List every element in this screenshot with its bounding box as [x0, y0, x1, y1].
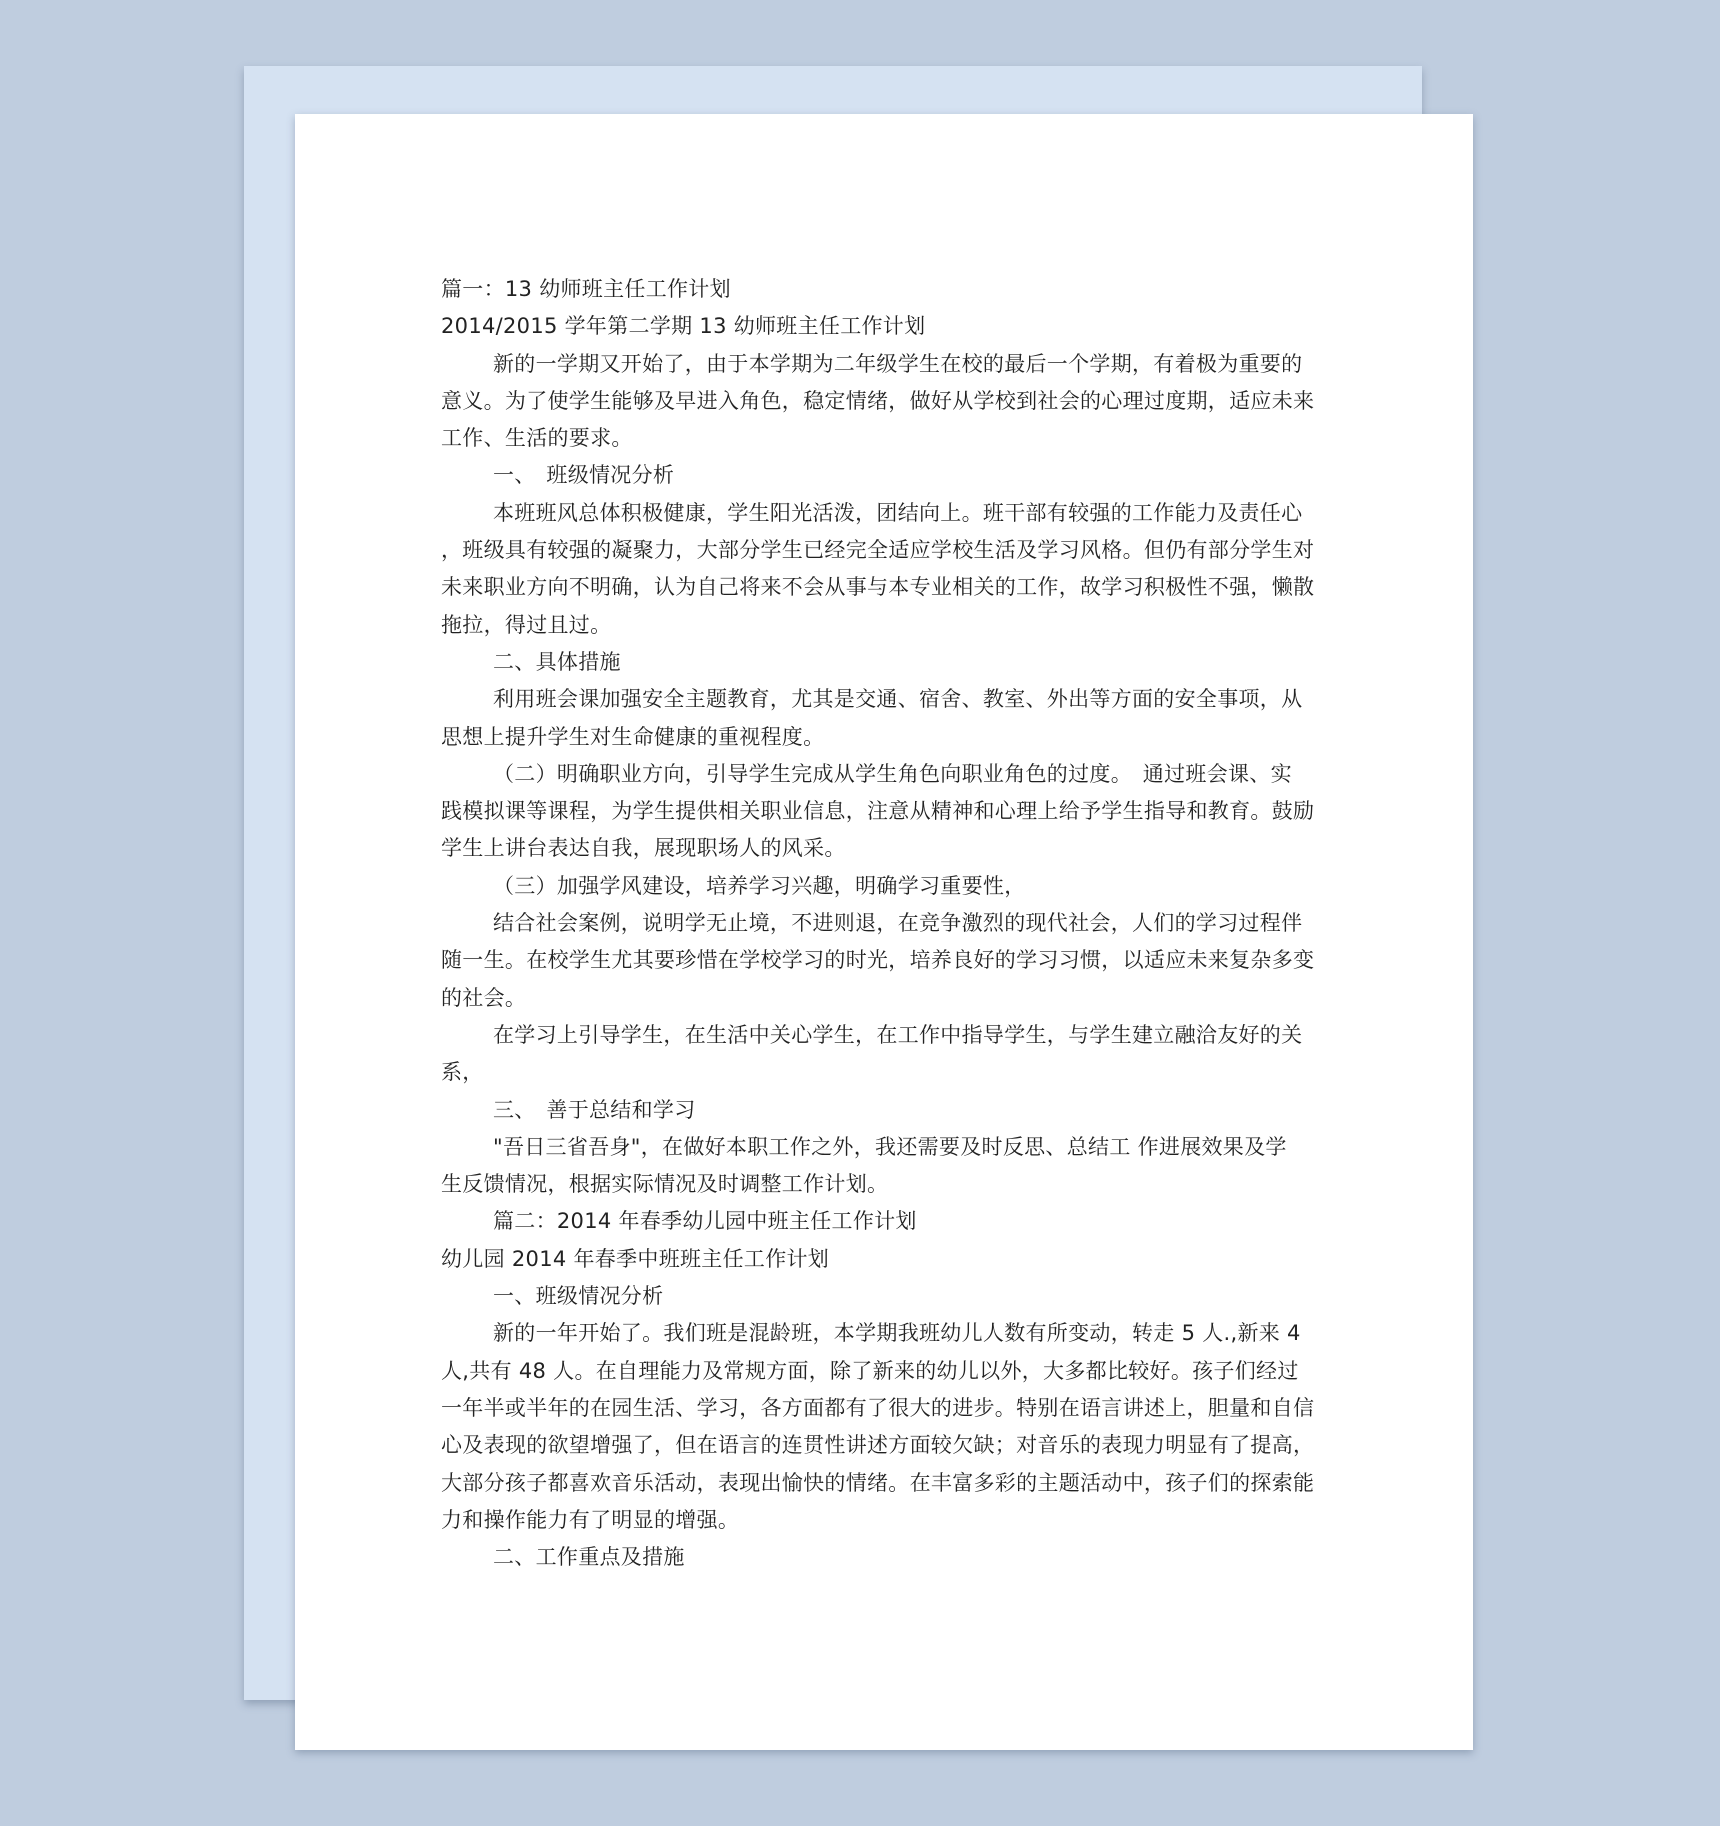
document-page [295, 114, 1473, 1750]
text-line: 二、具体措施 [493, 649, 621, 674]
text-line: 思想上提升学生对生命健康的重视程度。 [441, 724, 825, 749]
text-line: 三、 善于总结和学习 [493, 1097, 696, 1122]
text-line: 利用班会课加强安全主题教育，尤其是交通、宿舍、教室、外出等方面的安全事项，从 [493, 687, 1303, 712]
text-line: 结合社会案例，说明学无止境，不进则退，在竞争激烈的现代社会，人们的学习过程伴 [493, 911, 1303, 936]
text-line: 大部分孩子都喜欢音乐活动，表现出愉快的情绪。在丰富多彩的主题活动中，孩子们的探索能 [441, 1470, 1315, 1495]
text-line: 一、 班级情况分析 [493, 463, 675, 488]
text-line: 心及表现的欲望增强了，但在语言的连贯性讲述方面较欠缺；对音乐的表现力明显有了提高， [441, 1433, 1315, 1458]
text-line: 的社会。 [441, 985, 527, 1010]
text-line: "吾日三省吾身"，在做好本职工作之外，我还需要及时反思、总结工 作进展效果及学 [493, 1134, 1287, 1159]
text-line: ，班级具有较强的凝聚力，大部分学生已经完全适应学校生活及学习风格。但仍有部分学生对 [441, 538, 1315, 563]
text-line: （二）明确职业方向，引导学生完成从学生角色向职业角色的过度。 通过班会课、实 [493, 761, 1292, 786]
document-body [441, 271, 1331, 1576]
text-line: 二、工作重点及措施 [493, 1545, 685, 1570]
text-line: 新的一年开始了。我们班是混龄班，本学期我班幼儿人数有所变动，转走 5 人.,新来 4 [493, 1321, 1301, 1346]
text-line: 系， [441, 1060, 484, 1085]
text-line: 新的一学期又开始了，由于本学期为二年级学生在校的最后一个学期，有着极为重要的 [493, 351, 1303, 376]
text-line: 拖拉，得过且过。 [441, 612, 612, 637]
text-line: 在学习上引导学生，在生活中关心学生，在工作中指导学生，与学生建立融洽友好的关 [493, 1022, 1303, 1047]
text-line: 幼儿园 2014 年春季中班班主任工作计划 [441, 1246, 830, 1271]
text-line: 随一生。在校学生尤其要珍惜在学校学习的时光，培养良好的学习习惯，以适应未来复杂多变 [441, 948, 1315, 973]
text-line: 未来职业方向不明确，认为自己将来不会从事与本专业相关的工作，故学习积极性不强，懒散 [441, 575, 1315, 600]
text-line: 生反馈情况，根据实际情况及时调整工作计划。 [441, 1172, 889, 1197]
text-line: 学生上讲台表达自我，展现职场人的风采。 [441, 836, 846, 861]
text-line: 意义。为了使学生能够及早进入角色，稳定情绪，做好从学校到社会的心理过度期，适应未来 [441, 388, 1315, 413]
text-line: 篇二：2014 年春季幼儿园中班主任工作计划 [493, 1209, 917, 1234]
text-line: 人,共有 48 人。在自理能力及常规方面，除了新来的幼儿以外，大多都比较好。孩子们经过 [441, 1358, 1299, 1383]
text-line: 力和操作能力有了明显的增强。 [441, 1507, 740, 1532]
text-line: 一、班级情况分析 [493, 1284, 664, 1309]
text-line: （三）加强学风建设，培养学习兴趣，明确学习重要性， [493, 873, 1026, 898]
text-line: 本班班风总体积极健康，学生阳光活泼，团结向上。班干部有较强的工作能力及责任心 [493, 500, 1303, 525]
text-line: 一年半或半年的在园生活、学习，各方面都有了很大的进步。特别在语言讲述上，胆量和自信 [441, 1395, 1315, 1420]
text-line: 工作、生活的要求。 [441, 426, 633, 451]
text-line: 2014/2015 学年第二学期 13 幼师班主任工作计划 [441, 314, 926, 339]
text-line: 践模拟课等课程，为学生提供相关职业信息，注意从精神和心理上给予学生指导和教育。鼓励 [441, 799, 1315, 824]
text-line: 篇一：13 幼师班主任工作计划 [441, 277, 731, 301]
